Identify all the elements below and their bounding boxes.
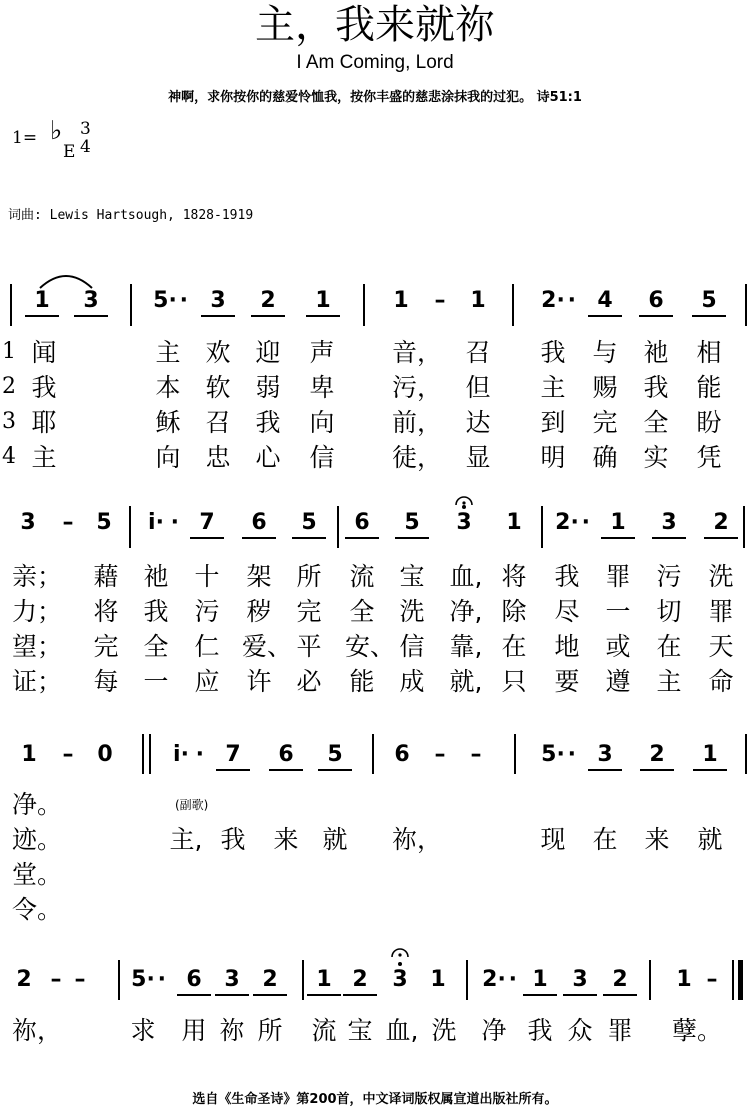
score-row-4: [0, 940, 750, 1060]
lyric: 洗: [399, 597, 425, 626]
lyric: 耶: [31, 408, 57, 437]
lyric: 所: [257, 1016, 283, 1045]
note: i· ·: [164, 742, 198, 768]
lyric: 祢: [219, 1016, 245, 1045]
barline: [149, 734, 151, 774]
note: 3: [201, 288, 235, 317]
lyric: 污: [194, 597, 220, 626]
barline: [745, 284, 747, 326]
note: 2: [253, 967, 287, 996]
lyric: 就,: [449, 667, 483, 696]
lyric: 祢，: [392, 825, 443, 854]
lyric: 或: [605, 632, 631, 661]
note: –: [706, 967, 718, 992]
note: 3: [447, 510, 481, 536]
lyric: 我: [220, 825, 246, 854]
note: 2· ·: [477, 967, 511, 993]
lyric: 稣: [155, 408, 181, 437]
row-1-lines: [0, 268, 750, 338]
slur: [40, 276, 92, 288]
note: –: [470, 742, 482, 767]
note: 5: [96, 510, 112, 535]
lyric: 架: [246, 562, 272, 591]
lyric: 我: [527, 1016, 553, 1045]
lyric: 确: [592, 443, 618, 472]
lyric: 显: [465, 443, 491, 472]
note: 2: [603, 967, 637, 996]
lyric: 望；: [12, 632, 63, 661]
note: 5· ·: [536, 742, 570, 768]
lyric: 切: [656, 597, 682, 626]
key-signature: [12, 116, 91, 168]
lyric: 在: [501, 632, 527, 661]
barline: [10, 284, 12, 326]
verse-number: 2: [2, 374, 16, 399]
lyric: 爱、: [242, 632, 293, 661]
key-note: E: [63, 142, 76, 162]
refrain-label: (副歌): [175, 798, 209, 812]
lyric: 仁: [194, 632, 220, 661]
lyric: 宝: [399, 562, 425, 591]
lyric: 全: [349, 597, 375, 626]
lyric: 祢，: [12, 1016, 63, 1045]
lyric: 十: [194, 562, 220, 591]
note: 1: [430, 967, 446, 992]
lyric: 一: [143, 667, 169, 696]
lyric: 在: [592, 825, 618, 854]
barline: [541, 506, 543, 548]
lyric: 要: [554, 667, 580, 696]
lyric: 凭: [696, 443, 722, 472]
lyric: 心: [255, 443, 281, 472]
lyric: 明: [540, 443, 566, 472]
note: 6: [639, 288, 673, 317]
note: 1: [523, 967, 557, 996]
lyric-line-3: [0, 408, 750, 443]
note: 1: [25, 288, 59, 317]
lyric: 来: [273, 825, 299, 854]
lyric: 实: [643, 443, 669, 472]
lyric: 我: [554, 562, 580, 591]
lyric: 向: [155, 443, 181, 472]
lyric: 求: [130, 1016, 156, 1045]
lyric: 信: [399, 632, 425, 661]
lyric: 命: [708, 667, 734, 696]
author-credit: 词曲: Lewis Hartsough, 1828-1919: [8, 208, 254, 223]
scripture-verse: 神啊，求你按你的慈爱怜恤我，按你丰盛的慈悲涂抹我的过犯。 诗51:1: [168, 90, 582, 105]
note: i· ·: [139, 510, 173, 536]
lyric: 许: [246, 667, 272, 696]
lyric: 必: [296, 667, 322, 696]
barline: [466, 960, 468, 1000]
lyric: 除: [501, 597, 527, 626]
lyric: 主,: [169, 825, 203, 854]
note: 5: [292, 510, 326, 539]
flat-sign: ♭: [50, 116, 63, 146]
lyric: 力；: [12, 597, 63, 626]
lyric: 祂: [643, 338, 669, 367]
note: 3: [74, 288, 108, 317]
lyric: 将: [93, 597, 119, 626]
note: 1: [307, 967, 341, 996]
time-top: 3: [80, 119, 91, 139]
lyric: 就: [322, 825, 348, 854]
note: 1: [506, 510, 522, 535]
barline: [302, 960, 304, 1000]
note: 1: [676, 967, 692, 992]
fermata-dot: [398, 953, 401, 956]
lyric: 主: [656, 667, 682, 696]
lyric-line-4: [0, 667, 750, 702]
lyric: 罪: [708, 597, 734, 626]
barline: [118, 960, 120, 1000]
lyric: 召: [465, 338, 491, 367]
note: 6: [345, 510, 379, 539]
note: 3: [588, 742, 622, 771]
note: 5: [318, 742, 352, 771]
lyric: 应: [194, 667, 220, 696]
note: –: [50, 967, 62, 992]
note: –: [434, 742, 446, 767]
lyric: 现: [540, 825, 566, 854]
note: 2: [343, 967, 377, 996]
song-title: 主，我来就祢: [255, 2, 495, 48]
barline: [745, 734, 747, 774]
lyric: 在: [656, 632, 682, 661]
lyric: 主: [540, 373, 566, 402]
lyric-line-2: [0, 373, 750, 408]
lyric: 音，: [392, 338, 443, 367]
note: 1: [21, 742, 37, 767]
lyric: 信: [309, 443, 335, 472]
lyric: 每: [93, 667, 119, 696]
lyric: 血,: [449, 562, 483, 591]
lyric: 流: [349, 562, 375, 591]
lyric: 前，: [392, 408, 443, 437]
lyric: 孽。: [672, 1016, 723, 1045]
lyric-line-1: [0, 1016, 750, 1051]
lyric: 净: [481, 1016, 507, 1045]
barline: [743, 506, 745, 548]
lyric: 流: [311, 1016, 337, 1045]
lyric: 完: [592, 408, 618, 437]
note: –: [62, 742, 74, 767]
lyric: 我: [643, 373, 669, 402]
copyright-footer: 选自《生命圣诗》第200首，中文译词版权属宣道出版社所有。: [192, 1092, 558, 1107]
note: –: [434, 288, 446, 313]
lyric: 但: [465, 373, 491, 402]
note: 5· ·: [148, 288, 182, 314]
barline: [337, 506, 339, 548]
lyric: 迎: [255, 338, 281, 367]
lyric: 赐: [592, 373, 618, 402]
lyric: 污，: [392, 373, 443, 402]
note: 2: [704, 510, 738, 539]
lyric: 相: [696, 338, 722, 367]
lyric: 我: [255, 408, 281, 437]
lyric: 全: [143, 632, 169, 661]
lyric: 天: [708, 632, 734, 661]
lyric: 完: [93, 632, 119, 661]
lyric: 主: [31, 443, 57, 472]
note: 1: [470, 288, 486, 313]
lyric: 弱: [255, 373, 281, 402]
score-row-2: [0, 490, 750, 700]
lyric: 召: [205, 408, 231, 437]
note: 1: [693, 742, 727, 771]
lyric: 闻: [31, 338, 57, 367]
lyric: 污: [656, 562, 682, 591]
lyric: 所: [296, 562, 322, 591]
lyric-line-3: [0, 860, 750, 895]
lyric: 亲；: [12, 562, 63, 591]
note: 5· ·: [126, 967, 160, 993]
lyric: 秽: [246, 597, 272, 626]
note: 4: [588, 288, 622, 317]
lyric: 我: [143, 597, 169, 626]
final-barline: [738, 960, 743, 1000]
lyric: 用: [181, 1016, 207, 1045]
note: 6: [394, 742, 410, 767]
note: 1: [601, 510, 635, 539]
lyric-line-1: [0, 562, 750, 597]
time-bottom: 4: [80, 137, 91, 157]
lyric: 净。: [12, 790, 63, 819]
lyric: 能: [349, 667, 375, 696]
lyric: 本: [155, 373, 181, 402]
time-signature: [80, 120, 91, 156]
barline: [142, 734, 144, 774]
lyric: 到: [540, 408, 566, 437]
note: 6: [242, 510, 276, 539]
lyric: 罪: [607, 1016, 633, 1045]
lyric: 完: [296, 597, 322, 626]
lyric: 徒，: [392, 443, 443, 472]
note: 3: [652, 510, 686, 539]
note: 3: [215, 967, 249, 996]
lyric: 尽: [554, 597, 580, 626]
barline: [732, 960, 734, 1000]
note: 0: [97, 742, 113, 767]
key-prefix: 1=: [12, 128, 38, 148]
lyric-line-4: [0, 895, 750, 930]
lyric: 全: [643, 408, 669, 437]
lyric: 遵: [605, 667, 631, 696]
lyric: 达: [465, 408, 491, 437]
english-subtitle: I Am Coming, Lord: [296, 52, 454, 73]
lyric-line-2: [0, 825, 750, 860]
note: 6: [269, 742, 303, 771]
lyric: 将: [501, 562, 527, 591]
lyric: 成: [399, 667, 425, 696]
note: 5: [395, 510, 429, 539]
note: 7: [216, 742, 250, 771]
lyric: 证；: [12, 667, 63, 696]
score-row-3: [0, 712, 750, 932]
lyric: 盼: [696, 408, 722, 437]
barline: [514, 734, 516, 774]
lyric: 向: [309, 408, 335, 437]
lyric: 就: [697, 825, 723, 854]
lyric: 藉: [93, 562, 119, 591]
lyric: 我: [540, 338, 566, 367]
lyric: 宝: [347, 1016, 373, 1045]
barline: [130, 284, 132, 326]
lyric: 来: [644, 825, 670, 854]
note: 6: [177, 967, 211, 996]
barline: [363, 284, 365, 326]
lyric: 令。: [12, 895, 63, 924]
lyric: 堂。: [12, 860, 63, 889]
note: 2: [251, 288, 285, 317]
lyric: 我: [31, 373, 57, 402]
lyric: 软: [205, 373, 231, 402]
note: 3: [383, 967, 417, 993]
lyric: 祂: [143, 562, 169, 591]
verse-number: 3: [2, 409, 16, 434]
lyric: 迹。: [12, 825, 63, 854]
lyric: 洗: [708, 562, 734, 591]
note: 2· ·: [550, 510, 584, 536]
lyric: 罪: [605, 562, 631, 591]
lyric: 能: [696, 373, 722, 402]
lyric: 主: [155, 338, 181, 367]
lyric: 地: [554, 632, 580, 661]
note: –: [62, 510, 74, 535]
note: 2· ·: [536, 288, 570, 314]
lyric-line-2: [0, 597, 750, 632]
verse-number: 1: [2, 339, 16, 364]
note: 3: [20, 510, 36, 535]
lyric-line-3: [0, 632, 750, 667]
barline: [372, 734, 374, 774]
note: 7: [190, 510, 224, 539]
lyric: 欢: [205, 338, 231, 367]
note: –: [74, 967, 86, 992]
lyric: 声: [309, 338, 335, 367]
lyric-line-1: [0, 790, 750, 825]
barline: [512, 284, 514, 326]
score-row-1: [0, 268, 750, 478]
note: 1: [393, 288, 409, 313]
lyric: 忠: [205, 443, 231, 472]
note: 3: [563, 967, 597, 996]
lyric: 净,: [449, 597, 483, 626]
verse-number: 4: [2, 444, 16, 469]
lyric-line-1: [0, 338, 750, 373]
lyric: 与: [592, 338, 618, 367]
lyric: 只: [501, 667, 527, 696]
lyric: 血,: [385, 1016, 419, 1045]
note: 1: [306, 288, 340, 317]
lyric-line-4: [0, 443, 750, 478]
lyric: 洗: [431, 1016, 457, 1045]
lyric: 安、: [345, 632, 396, 661]
lyric: 一: [605, 597, 631, 626]
note: 5: [692, 288, 726, 317]
lyric: 靠,: [449, 632, 483, 661]
barline: [129, 506, 131, 548]
note: 2: [640, 742, 674, 771]
lyric: 平: [296, 632, 322, 661]
barline: [649, 960, 651, 1000]
lyric: 卑: [309, 373, 335, 402]
lyric: 众: [567, 1016, 593, 1045]
note: 2: [16, 967, 32, 992]
